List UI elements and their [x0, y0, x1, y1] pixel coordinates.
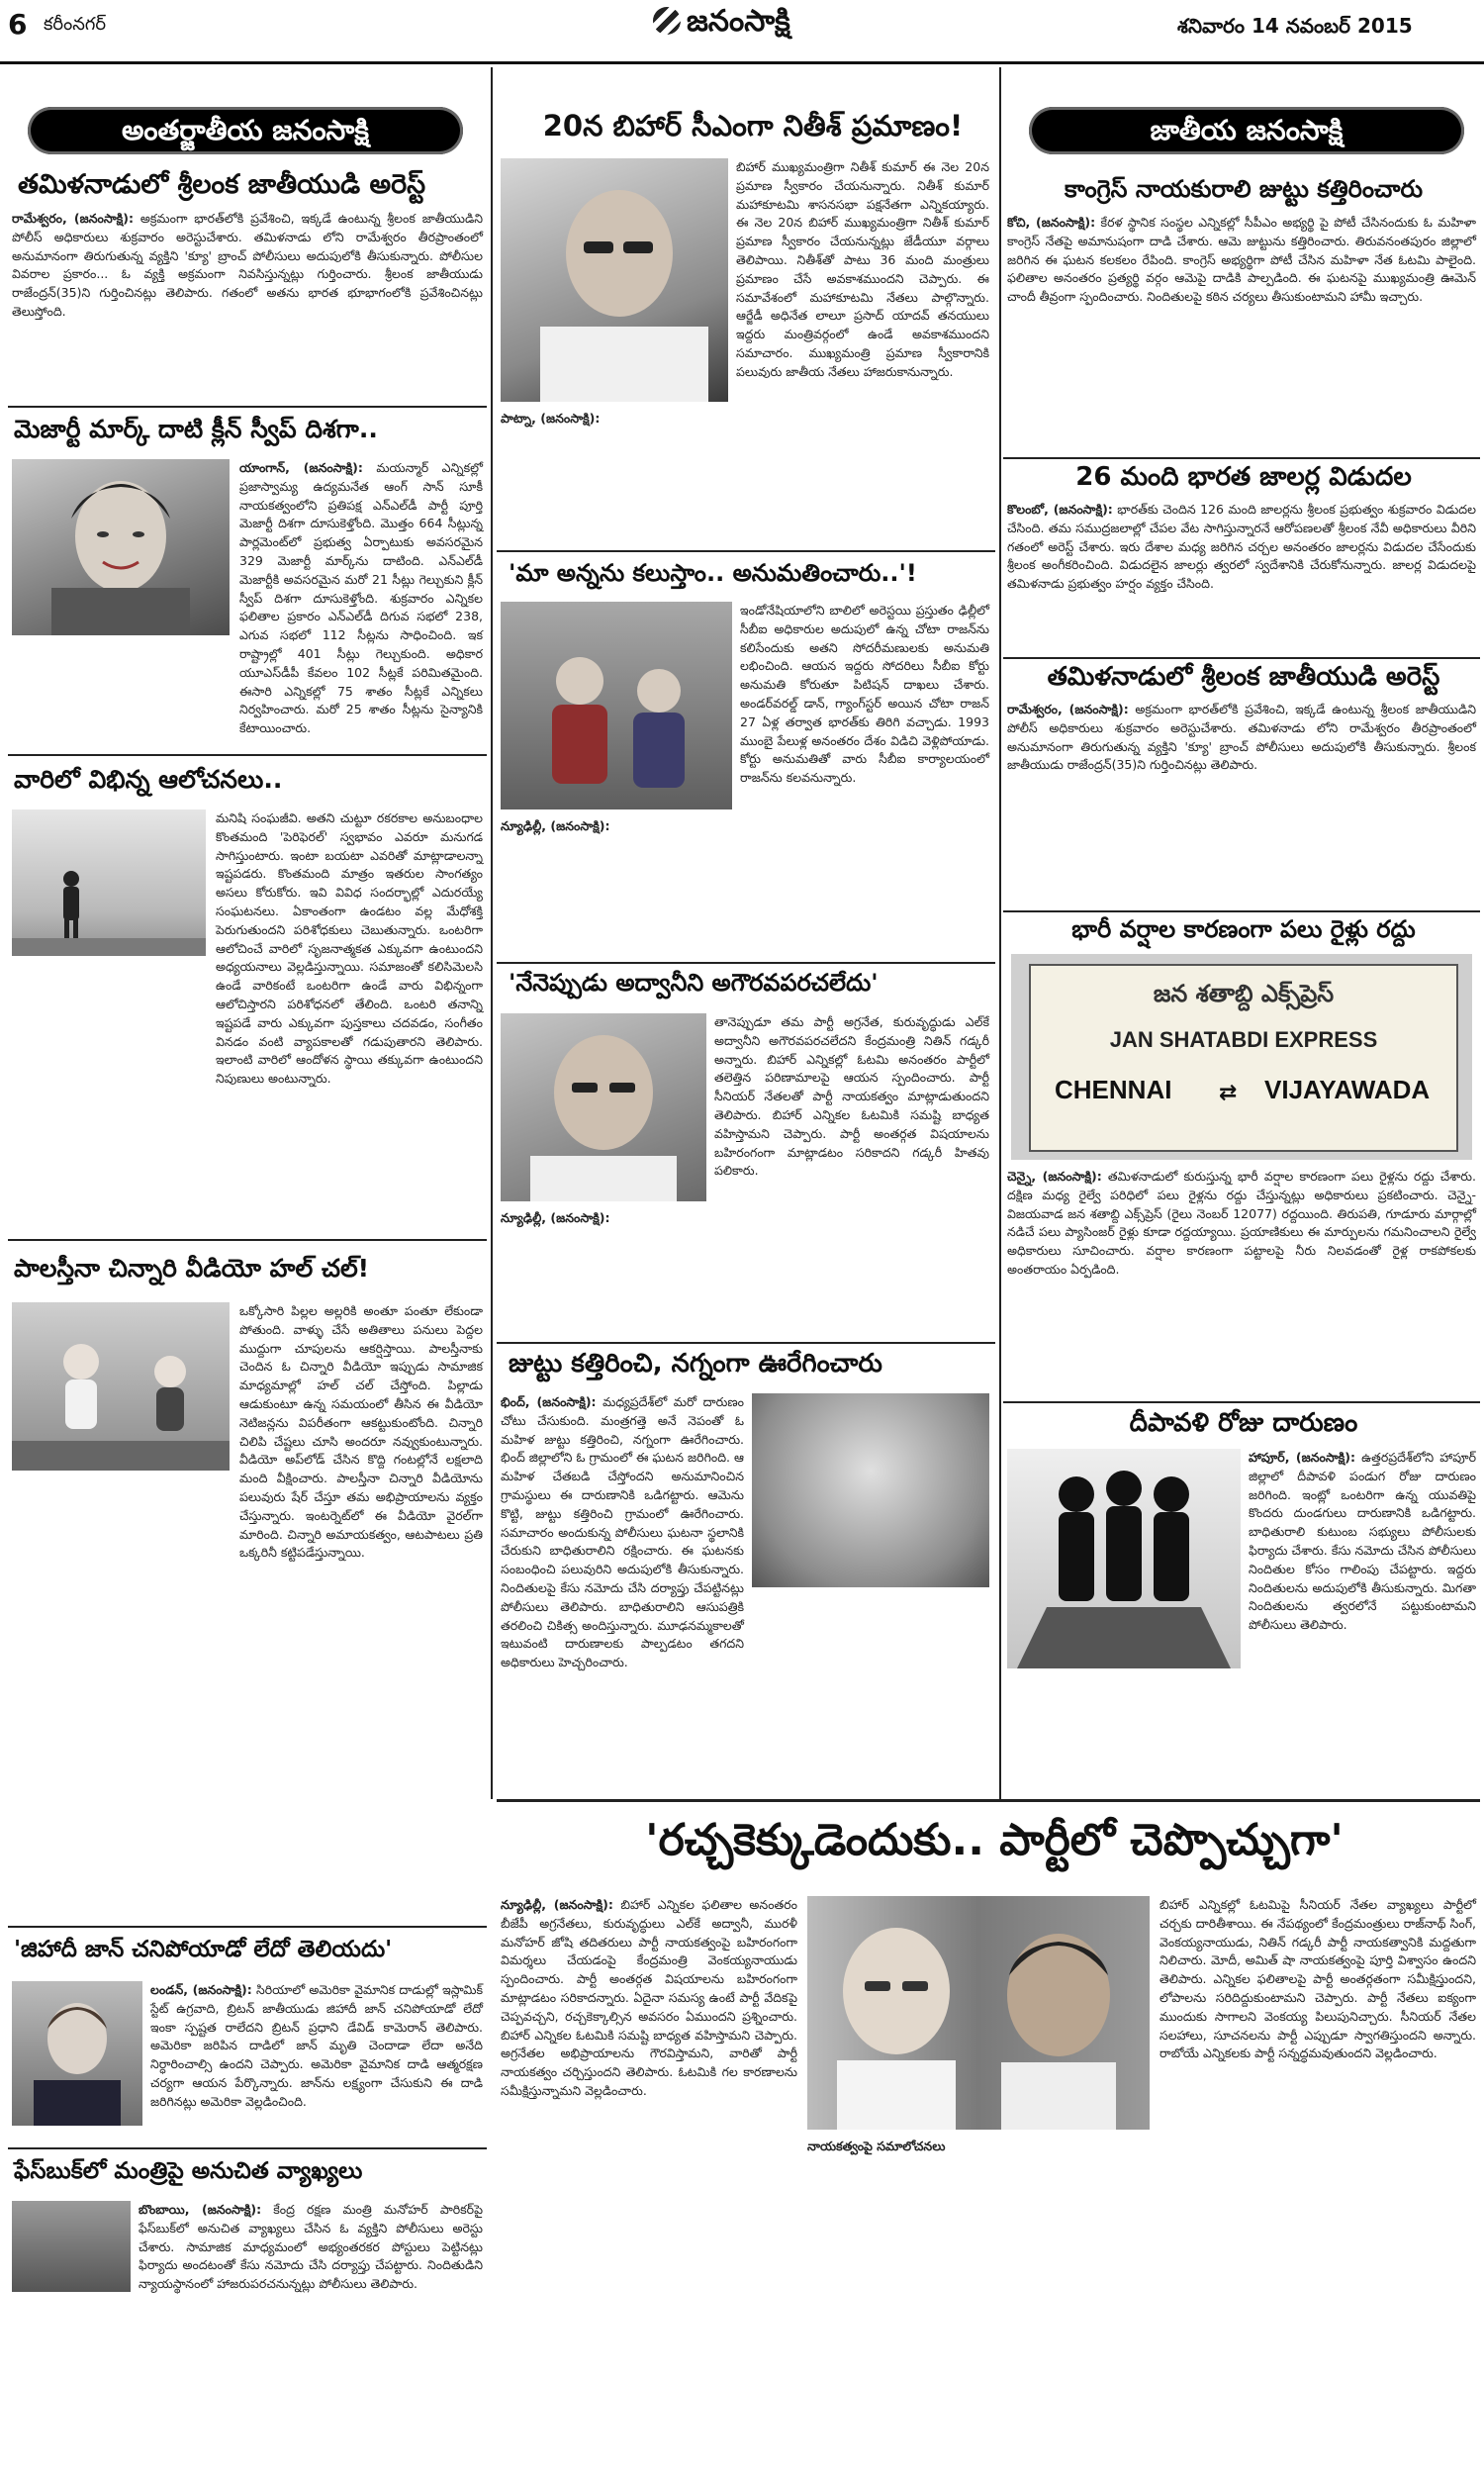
article-headline: ఫేస్‌బుక్‌లో మంత్రిపై అనుచిత వ్యాఖ్యలు: [14, 2158, 363, 2184]
article-text: ఇండోనేషియాలోని బాలిలో అరెస్టయి ప్రస్తుతం ఢిల్లీలో సీబీఐ అధికారుల అదుపులో ఉన్న చోటా రాజన్‌ను కలిసేందుకు అతని సోదరీమణులకు అనుమతి లభించింది. ఆయన ఇద్దరు సోదరిలు సీబీఐ కోర్టు అనుమతి కోరుతూ పిటిషన్ దాఖలు చేశారు. అండర్‌వరల్డ్ డాన్, గ్యాంగ్‌స్టర్ అయిన చోటా రాజన్ 27 ఏళ్ల తర్వాత భారత్‌కు తిరిగి వచ్చాడు. 1993 ముంబై పేలుళ్ల అనంతరం దేశం విడిచి వెళ్లిపోయాడు. కోర్టు అనుమతితో వారు సీబీఐ కార్యాలయంలో రాజన్‌ను కలవనున్నారు.: [740, 603, 989, 786]
article-body: [1007, 1168, 1476, 1397]
advani-venkaiah-photo: [807, 1896, 1150, 2130]
article-text: మధ్యప్రదేశ్‌లో మరో దారుణం చోటు చేసుకుంది. మంత్రగత్తె అనే నెపంతో ఓ మహిళ జుట్టు కత్తిరించి, నగ్నంగా ఊరేగించారు. భింద్ జిల్లాలోని ఓ గ్రామంలో ఈ ఘటన జరిగింది. ఆ మహిళ చేతబడి చేస్తోందని అనుమానించిన గ్రామస్థులు ఈ దారుణానికి ఒడిగట్టారు. ఆమెను కొట్టి, జుట్టు కత్తిరించి గ్రామంలో ఊరేగించారు. సమాచారం అందుకున్న పోలీసులు ఘటనా స్థలానికి చేరుకుని బాధితురాలిని రక్షించారు. ఈ ఘటనకు సంబంధించి పలువురిని అదుపులోకి తీసుకున్నారు. నిందితులపై కేసు నమోదు చేసి దర్యాప్తు చేపట్టినట్లు పోలీసులు తెలిపారు. బాధితురాలిని ఆసుపత్రికి తరలించి చికిత్స అందిస్తున్నారు. మూఢనమ్మకాలతో ఇటువంటి దారుణాలకు పాల్పడటం తగదని అధికారులు హెచ్చరించారు.: [501, 1394, 744, 1670]
article-body: [139, 2201, 483, 2438]
article-body-continued: [807, 2167, 1150, 2450]
masthead-title: జనంసాక్షి: [687, 4, 790, 39]
article-text: మనిషి సంఘజీవి. అతని చుట్టూ రకరకాల అనుబంధాల కొంతమంది 'పెరిఫెరల్' స్వభావం ఎవరూ మనుగడ సాగిస్తుంటారు. ఇంటా బయటా ఎవరితో మాట్లాడాలన్నా ఇష్టపడరు. కొంతమంది మాత్రం ఇతరుల సాంగత్యం అసలు కోరుకోరు. ఇవి వివిధ సందర్భాల్లో ఎదురయ్యే సంఘటనలు. ఏకాంతంగా ఉండటం వల్ల మేధోశక్తి పెరుగుతుందని పరిశోధకులు చెబుతున్నారు. ఒంటరిగా ఆలోచించే వారిలో సృజనాత్మకత ఎక్కువగా ఉంటుందని అధ్యయనాలు వెల్లడిస్తున్నాయి. సమాజంతో కలిసిమెలసి ఉండే వారికంటే ఒంటరిగా ఉండే వారు విభిన్నంగా ఆలోచిస్తారని పరిశోధనలో తేలింది. ఒంటరి తనాన్ని ఇష్టపడే వారు ఎక్కువగా పుస్తకాలు చదవడం, సంగీతం వినడం వంటి వ్యాపకాలతో గడుపుతారని తెలిపారు. ఇలాంటి వారిలో ఆందోళన స్థాయి తక్కువగా ఉంటుందని నిపుణులు అంటున్నారు.: [216, 810, 483, 1087]
article-headline: 20న బిహార్ సీఎంగా నితీశ్ ప్రమాణం!: [542, 109, 964, 143]
article-dateline: రామేశ్వరం, (జనంసాక్షి):: [12, 211, 135, 226]
article-headline: జుట్టు కత్తిరించి, నగ్నంగా ఊరేగించారు: [509, 1349, 882, 1379]
sisters-photo: [501, 602, 732, 809]
article-text: భారత్‌కు చెందిన 126 మంది జాలర్లను శ్రీలంక ప్రభుత్వం శుక్రవారం విడుదల చేసింది. తమ సముద్రజలాల్లో చేపల వేట సాగిస్తున్నారనే ఆరోపణలతో శ్రీలంక నేవీ అధికారులు వీరిని గతంలో అరెస్ట్ చేశారు. ఇరు దేశాల మధ్య జరిగిన చర్చల అనంతరం జాలర్లను విడుదల చేసేందుకు శ్రీలంక అంగీకరించింది. విడుదలైన జాలర్లు త్వరలో స్వదేశానికి చేరుకోనున్నారు. జాలర్ల విడుదలపై తమిళనాడు ప్రభుత్వం హర్షం వ్యక్తం చేసింది.: [1007, 502, 1476, 592]
nitish-kumar-photo: [501, 158, 728, 402]
article-text: తమిళనాడులో కురుస్తున్న భారీ వర్షాల కారణంగా పలు రైళ్లను రద్దు చేశారు. దక్షిణ మధ్య రైల్వే పరిధిలో పలు రైళ్లను రద్దు చేస్తున్నట్లు అధికారులు ప్రకటించారు. చెన్నై-విజయవాడ జన శతాబ్ది ఎక్స్‌ప్రెస్ (రైలు నెంబర్ 12077) రద్దయింది. తిరుపతి, గూడూరు మార్గాల్లో నడిచే పలు ప్యాసింజర్ రైళ్లు కూడా రద్దయ్యాయి. ప్రయాణికులు ఈ మార్పులను గమనించాలని రైల్వే అధికారులు సూచించారు. వర్షాల కారణంగా పట్టాలపై నీరు నిలవడంతో రైళ్ల రాకపోకలకు అంతరాయం ఏర్పడింది.: [1007, 1169, 1476, 1277]
portrait-photo-icon: [501, 1013, 706, 1201]
article-headline: 'జిహాదీ జాన్ చనిపోయాడో లేదో తెలియదు': [14, 1937, 393, 1962]
article-headline: 'రచ్చకెక్కుడెందుకు.. పార్టీలో చెప్పొచ్చుగా': [645, 1815, 1344, 1865]
article-text: ఒక్కోసారి పిల్లల అల్లరికి అంతూ పంతూ లేకుండా పోతుంది. వాళ్ళు చేసే అతితాలు పనులు పెద్దల ముద్దుగా చూపులను ఆకర్షిస్తాయి. పాలస్తీనాకు చెందిన ఓ చిన్నారి వీడియో ఇప్పుడు సామాజిక మాధ్యమాల్లో హల్ చల్ చేస్తోంది. పిల్లాడు ఆడుకుంటూ ఉన్న సమయంలో తీసిన ఈ వీడియో నెటిజన్లను విపరీతంగా ఆకట్టుకుంటోంది. చిన్నారి చిలిపి చేష్టలు చూసి అందరూ నవ్వుకుంటున్నారు. వీడియో అప్‌లోడ్ చేసిన కొద్ది గంటల్లోనే లక్షలాది మంది వీక్షించారు. పాలస్తీనా చిన్నారి వీడియోను పలువురు షేర్ చేస్తూ తమ అభిప్రాయాలను వ్యక్తం చేస్తున్నారు. ఇంటర్నెట్‌లో ఈ వీడియో వైరల్‌గా మారింది. చిన్నారి అమాయకత్వం, ఆటపాటలు ప్రతి ఒక్కరినీ కట్టిపడేస్తున్నాయి.: [239, 1303, 483, 1561]
article-body: [740, 602, 989, 954]
article-body: [1007, 701, 1476, 910]
sign-english: JAN SHATABDI EXPRESS: [1109, 1027, 1378, 1052]
masthead-logo-icon: [653, 7, 681, 35]
article-body: [1007, 214, 1476, 455]
bottom-story-divider: [497, 1799, 1480, 1802]
column-divider: [491, 67, 493, 1799]
article-headline: వారిలో విభిన్న ఆలోచనలు..: [14, 765, 283, 794]
article-body: [150, 1981, 483, 2132]
article-dateline: చెన్నై, (జనంసాక్షి):: [1007, 1169, 1102, 1184]
edition-name: కరీంనగర్: [44, 14, 106, 35]
train-sign-photo: [1011, 954, 1472, 1160]
article-divider: [8, 2147, 487, 2149]
david-cameron-photo: [12, 1981, 142, 2126]
article-body: [501, 1896, 797, 2450]
section-banner-national: జాతీయ జనంసాక్షి: [1029, 107, 1464, 154]
article-dateline: పాట్నా, (జనంసాక్షి):: [501, 411, 601, 426]
article-text: కేంద్ర రక్షణ మంత్రి మనోహర్ పారికర్‌పై ఫేస్‌బుక్‌లో అనుచిత వ్యాఖ్యలు చేసిన ఓ వ్యక్తిని పోలీసులు అరెస్టు చేశారు. సామాజిక మాధ్యమంలో అభ్యంతరకర పోస్టులు పెట్టినట్లు ఫిర్యాదు అందటంతో కేసు నమోదు చేసి దర్యాప్తు చేపట్టారు. నిందితుడిని న్యాయస్థానంలో హాజరుపరచనున్నట్లు పోలీసులు తెలిపారు.: [139, 2202, 483, 2292]
arrow-icon: ⇄: [1219, 1081, 1238, 1105]
article-dateline: కోచి, (జనంసాక్షి):: [1007, 215, 1096, 230]
article-body: [216, 809, 483, 1225]
article-headline: దీపావళి రోజు దారుణం: [1129, 1408, 1358, 1438]
article-text: బిహార్ ముఖ్యమంత్రిగా నితీశ్ కుమార్ ఈ నెల 20న ప్రమాణ స్వీకారం చేయనున్నారు. నితీశ్ కుమార్ మహాకూటమి శాసనసభా పక్షనేతగా ఎన్నికయ్యారు. ఈ నెల 20న బిహార్ ముఖ్యమంత్రిగా నితీశ్ కుమార్ ప్రమాణ స్వీకారం చేయనున్నట్లు జేడీయూ వర్గాలు తెలిపాయి. నితీశ్‌తో పాటు 36 మంది మంత్రులు ప్రమాణం చేసే అవకాశముందని చెప్పారు. ఈ సమావేశంలో మహాకూటమి నేతలు పాల్గొన్నారు. ఆర్జేడీ అధినేత లాలూ ప్రసాద్ యాదవ్ తనయులు ఇద్దరు మంత్రివర్గంలో ఉండే అవకాశముందని సమాచారం. ముఖ్యమంత్రి ప్రమాణ స్వీకారానికి పలువురు జాతీయ నేతలు హాజరుకానున్నారు.: [736, 159, 989, 379]
article-body: [1249, 1449, 1476, 1785]
sign-origin: CHENNAI: [1055, 1075, 1172, 1104]
article-headline: తమిళనాడులో శ్రీలంక జాతీయుడి అరెస్ట్: [18, 169, 426, 200]
article-headline: 26 మంది భారత జాలర్ల విడుదల: [1075, 462, 1412, 492]
article-headline: భారీ వర్షాల కారణంగా పలు రైళ్లు రద్దు: [1071, 915, 1416, 943]
crime-silhouette-photo: [1007, 1449, 1241, 1668]
article-headline: తమిళనాడులో శ్రీలంక జాతీయుడి అరెస్ట్: [1047, 662, 1440, 692]
article-dateline: న్యూఢిల్లీ, (జనంసాక్షి):: [501, 818, 610, 833]
minister-photo: [12, 2201, 131, 2292]
article-text: సిరియాలో అమెరికా వైమానిక దాడుల్లో ఇస్లామిక్ స్టేట్ ఉగ్రవాది, బ్రిటన్ జాతీయుడు జిహాదీ జాన్ చనిపోయాడో లేదో ఇంకా స్పష్టత రాలేదని బ్రిటన్ ప్రధాని డేవిడ్ కామెరాన్ తెలిపారు. అమెరికా జరిపిన దాడిలో జాన్ మృతి చెందాడా లేదా అనేది నిర్ధారించాల్సి ఉందని చెప్పారు. అమెరికా వైమానిక దాడి ఆత్మరక్షణ చర్యగా ఆయన పేర్కొన్నారు. జాన్‌ను లక్ష్యంగా చేసుకుని ఈ దాడి జరిగినట్లు అమెరికా వెల్లడించింది.: [150, 1982, 483, 2109]
article-dateline: రామేశ్వరం, (జనంసాక్షి):: [1007, 702, 1129, 716]
article-body: [501, 1209, 706, 1336]
article-body: [239, 459, 483, 736]
article-headline: 'మా అన్నను కలుస్తాం.. అనుమతించారు..'!: [509, 559, 917, 587]
lonely-man-photo: [12, 809, 206, 956]
article-divider: [8, 754, 487, 756]
article-divider: [497, 1342, 995, 1344]
portrait-photo-icon: [501, 158, 728, 402]
issue-date: శనివారం 14 నవంబర్ 2015: [1177, 14, 1413, 38]
article-text: తానెప్పుడూ తమ పార్టీ అగ్రనేత, కురువృద్ధుడు ఎల్‌కే అద్వానీని అగౌరవపరచలేదని కేంద్రమంత్రి నితిన్ గడ్కరీ అన్నారు. బిహార్ ఎన్నికల్లో ఓటమి అనంతరం పార్టీలో తలెత్తిన పరిణామాలపై ఆయన స్పందించారు. పార్టీ సీనియర్ నేతలతో పార్టీ నాయకత్వం మాట్లాడుతుందని తెలిపారు. బిహార్ ఎన్నికల ఓటమికి సమష్టి బాధ్యత వహిస్తామని చెప్పారు. పార్టీ అంతర్గత విషయాలను బహిరంగంగా మాట్లాడటం సరికాదని గడ్కరీ హితవు పలికారు.: [714, 1014, 989, 1179]
article-body: [501, 1393, 744, 1793]
article-headline: పాలస్తీనా చిన్నారి వీడియో హల్ చల్!: [14, 1254, 370, 1283]
article-body: [12, 210, 483, 393]
article-text: అక్రమంగా భారత్‌లోకి ప్రవేశించి, ఇక్కడే ఉంటున్న శ్రీలంక జాతీయుడిని పోలీస్ అధికారులు శుక్రవారం అరెస్టుచేశారు. తమిళనాడు లోని రామేశ్వరం తీరప్రాంతంలో అనుమానంగా తిరుగుతున్న వ్యక్తిని 'క్యూ' బ్రాంచ్ పోలీసులు అదుపులోకి తీసుకున్నారు. పోలీసుల వివరాల ప్రకారం... ఓ వ్యక్తి అక్రమంగా నివసిస్తున్నట్లు గుర్తించారు. శ్రీలంక జాతీయుడు రాజేంద్రన్(35)ని గుర్తించినట్లు తెలిపారు. గతంలో అతను భారత భూభాగంలోకి ప్రవేశించినట్లు తెలుస్తోంది.: [12, 211, 483, 319]
article-divider: [1003, 657, 1480, 659]
article-text: ఉత్తరప్రదేశ్‌లోని హాపూర్ జిల్లాలో దీపావళి పండుగ రోజు దారుణం జరిగింది. ఇంట్లో ఒంటరిగా ఉన్న యువతిపై కొందరు దుండగులు దారుణానికి ఒడిగట్టారు. బాధితురాలి కుటుంబ సభ్యులు పోలీసులకు ఫిర్యాదు చేశారు. కేసు నమోదు చేసిన పోలీసులు నిందితుల కోసం గాలింపు చేపట్టారు. ఇద్దరు నిందితులను అదుపులోకి తీసుకున్నారు. మిగతా నిందితులను త్వరలోనే పట్టుకుంటామని పోలీసులు తెలిపారు.: [1249, 1450, 1476, 1633]
article-divider: [1003, 910, 1480, 912]
aung-san-suu-kyi-photo: [12, 459, 230, 635]
masthead: [653, 4, 790, 46]
silhouette-icon: [1007, 1449, 1241, 1668]
silhouette-icon: [12, 809, 206, 956]
article-dateline: భింద్, (జనంసాక్షి):: [501, 1394, 597, 1409]
article-dateline: న్యూఢిల్లీ, (జనంసాక్షి):: [501, 1897, 613, 1912]
article-divider: [8, 1239, 487, 1241]
article-body-continued: [752, 1595, 989, 1793]
article-divider: [1003, 1401, 1480, 1403]
child-photo-icon: [12, 1302, 230, 1471]
article-text: బిహార్ ఎన్నికల్లో ఓటమిపై సీనియర్ నేతల వ్యాఖ్యలు పార్టీలో చర్చకు దారితీశాయి. ఈ నేపథ్యంలో కేంద్రమంత్రులు రాజ్‌నాథ్ సింగ్, వెంకయ్యనాయుడు, నితిన్ గడ్కరీ పార్టీ నాయకత్వానికి మద్దతుగా నిలిచారు. మోదీ, అమిత్ షా నాయకత్వంపై పూర్తి విశ్వాసం ఉందని తెలిపారు. ఎన్నికల ఫలితాలపై పార్టీ అంతర్గతంగా సమీక్షిస్తుందని, లోపాలను సరిదిద్దుకుంటామని చెప్పారు. పార్టీ నేతలు ఐక్యంగా ముందుకు సాగాలని వెంకయ్య పిలుపునిచ్చారు. సీనియర్ నేతల సలహాలు, సూచనలను పార్టీ ఎప్పుడూ స్వాగతిస్తుందని అన్నారు. రాబోయే ఎన్నికలకు పార్టీ సన్నద్ధమవుతుందని వెల్లడించారు.: [1159, 1897, 1476, 2061]
article-text: మయన్మార్ ఎన్నికల్లో ప్రజాస్వామ్య ఉద్యమనేత ఆంగ్ సాన్ సూకీ నాయకత్వంలోని ప్రతిపక్ష ఎన్‌ఎల్‌డీ పార్టీ పూర్తి మెజార్టీ దిశగా దూసుకెళ్తోంది. మొత్తం 664 సీట్లున్న పార్లమెంట్‌లో ప్రభుత్వ ఏర్పాటుకు అవసరమైన 329 మెజార్టీ మార్క్‌ను దాటింది. ఎన్‌ఎల్‌డీ మెజార్టీకి అవసరమైన మరో 21 సీట్లు గెల్చుకుని క్లీన్ స్వీప్ దిశగా దూసుకెళ్తోంది. శుక్రవారం ఎన్నికల ఫలితాల ప్రకారం ఎన్‌ఎల్‌డీ దిగువ సభలో 238, ఎగువ సభలో 112 సీట్లను సాధించింది. ఇక రాష్ట్రాల్లో 401 సీట్లు గెల్చుకుంది. అధికార యూఎస్‌డీపీ కేవలం 102 సీట్లకే పరిమితమైంది. ఈసారి ఎన్నికల్లో 75 శాతం సీట్లకే ఎన్నికలు నిర్వహించారు. మరో 25 శాతం సీట్లను సైన్యానికి కేటాయించారు.: [239, 460, 483, 736]
article-body: [736, 158, 989, 540]
article-text: కేరళ స్థానిక సంస్థల ఎన్నికల్లో సీపీఎం అభ్యర్థి పై పోటీ చేసినందుకు ఓ మహిళా కాంగ్రెస్ నేతపై అమానుషంగా దాడి చేశారు. ఆమె జుట్టును కత్తిరించారు. తిరువనంతపురం జిల్లాలో జరిగిన ఈ ఘటన కలకలం రేపింది. కాంగ్రెస్ అభ్యర్థిగా పోటీ చేసిన మహిళా నేత ఓటమి పాలైంది. ఫలితాల అనంతరం ప్రత్యర్థి వర్గం ఆమెపై దాడికి పాల్పడింది. ఈ ఘటనపై ముఖ్యమంత్రి ఊమెన్ చాందీ తీవ్రంగా స్పందించారు. నిందితులపై కఠిన చర్యలు తీసుకుంటామని హామీ ఇచ్చారు.: [1007, 215, 1476, 305]
nitin-gadkari-photo: [501, 1013, 706, 1201]
article-divider: [497, 550, 995, 552]
article-body: [714, 1013, 989, 1336]
photo-caption: నాయకత్వంపై సమాలోచనలు: [807, 2139, 946, 2153]
portrait-photo-icon: [12, 1981, 142, 2126]
blurred-victim-photo: [752, 1393, 989, 1587]
article-divider: [497, 962, 995, 964]
page-number: 6: [8, 8, 28, 41]
article-body: [501, 410, 730, 542]
article-dateline: హాపూర్, (జనంసాక్షి):: [1249, 1450, 1356, 1465]
article-divider: [8, 406, 487, 408]
sign-destination: VIJAYAWADA: [1264, 1075, 1431, 1104]
train-destination-board: [1029, 964, 1458, 1152]
article-divider: [8, 1926, 487, 1928]
article-headline: 'నేనెప్పుడు అద్వానీని అగౌరవపరచలేదు': [509, 969, 879, 997]
article-body: [239, 1302, 483, 1886]
article-body: [1159, 1896, 1476, 2450]
article-body-continued: [1007, 1676, 1241, 1785]
article-dateline: బొంబాయి, (జనంసాక్షి):: [139, 2202, 262, 2217]
section-banner-international: అంతర్జాతీయ జనంసాక్షి: [28, 107, 463, 154]
article-divider: [1003, 457, 1480, 459]
article-headline: కాంగ్రెస్ నాయకురాలి జుట్టు కత్తిరించారు: [1064, 175, 1424, 203]
article-dateline: న్యూఢిల్లీ, (జనంసాక్షి):: [501, 1210, 610, 1225]
article-text: అక్రమంగా భారత్‌లోకి ప్రవేశించి, ఇక్కడే ఉంటున్న శ్రీలంక జాతీయుడిని పోలీస్ అధికారులు శుక్రవారం అరెస్టుచేశారు. తమిళనాడు లోని రామేశ్వరం తీరప్రాంతంలో అనుమానంగా తిరుగుతున్న వ్యక్తిని 'క్యూ' బ్రాంచ్ పోలీసులు అదుపులోకి తీసుకున్నారు. శ్రీలంక జాతీయుడు రాజేంద్రన్(35)ని గుర్తించినట్లు తెలిపారు.: [1007, 702, 1476, 773]
people-photo-icon: [501, 602, 732, 809]
article-body: [1007, 501, 1476, 651]
sign-telugu: జన శతాబ్ది ఎక్స్‌ప్రెస్: [1153, 980, 1335, 1007]
article-dateline: యాంగాన్, (జనంసాక్షి):: [239, 460, 363, 475]
palestinian-child-photo: [12, 1302, 230, 1471]
portrait-photo-icon: [12, 459, 230, 635]
article-body: [501, 817, 732, 952]
article-body-continued: [12, 643, 483, 748]
article-dateline: లండన్, (జనంసాక్షి):: [150, 1982, 252, 1997]
article-text: బిహార్ ఎన్నికల ఫలితాల అనంతరం బీజేపీ అగ్రనేతలు, కురువృద్ధులు ఎల్‌కే అద్వానీ, మురళీ మనోహర్ జోషి తదితరులు పార్టీ నాయకత్వంపై బహిరంగంగా విమర్శలు చేయడంపై కేంద్రమంత్రి వెంకయ్యనాయుడు స్పందించారు. పార్టీ అంతర్గత విషయాలను బహిరంగంగా మాట్లాడటం సరికాదన్నారు. ఏదైనా సమస్య ఉంటే పార్టీ వేదికపై చెప్పవచ్చని, రచ్చకెక్కాల్సిన అవసరం ఏముందని ప్రశ్నించారు. బిహార్ ఎన్నికల ఓటమికి సమష్టి బాధ్యత వహిస్తామని చెప్పారు. అగ్రనేతల అభిప్రాయాలను గౌరవిస్తామని, వారితో పార్టీ నాయకత్వం చర్చిస్తుందని తెలిపారు. ఓటమికి గల కారణాలను సమీక్షిస్తున్నామని వెల్లడించారు.: [501, 1897, 798, 2098]
article-headline: మెజార్టీ మార్క్ దాటి క్లీన్ స్వీప్ దిశగా..: [14, 415, 378, 443]
column-divider: [999, 67, 1001, 1799]
portrait-photo-icon: [807, 1896, 1150, 2130]
article-dateline: కొలంబో, (జనంసాక్షి):: [1007, 502, 1113, 517]
